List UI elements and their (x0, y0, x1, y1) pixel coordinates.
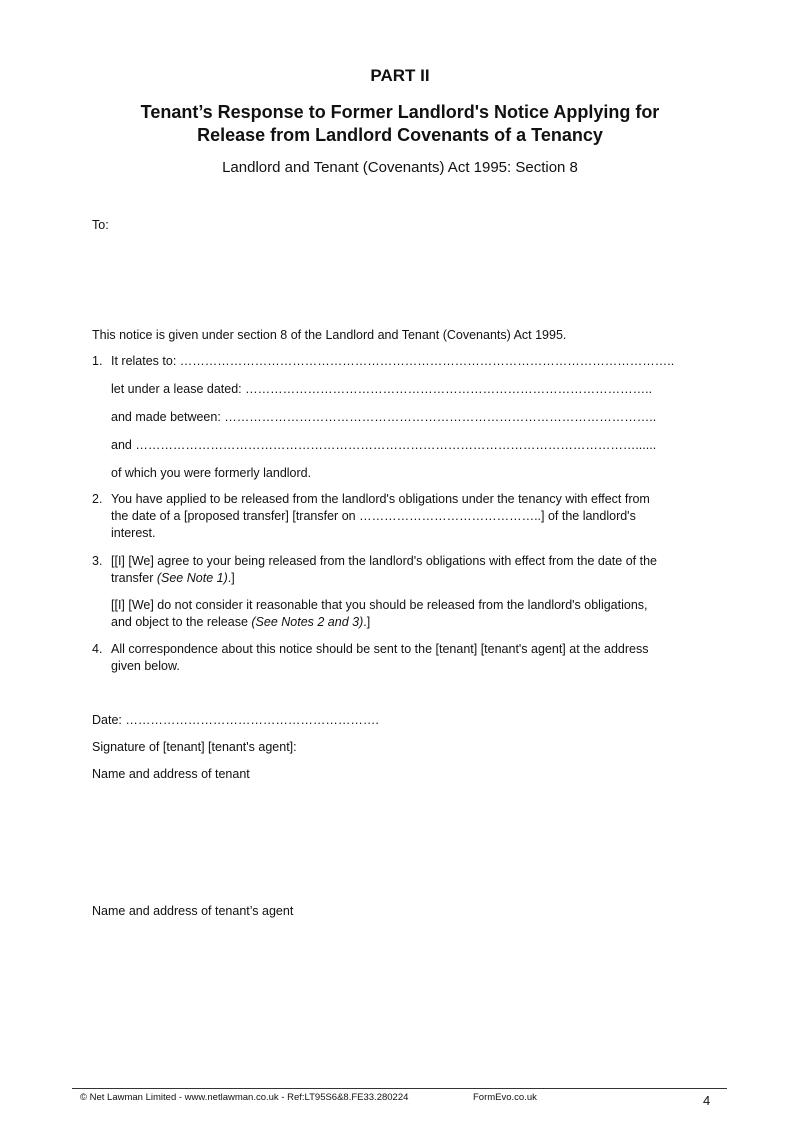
footer-rule (72, 1088, 727, 1089)
item-3-object-end: .] (363, 615, 371, 629)
item-4-number: 4. (92, 642, 103, 656)
item-1-number: 1. (92, 354, 103, 368)
item-2-line-2: the date of a [proposed transfer] [transfer on ……………………………………..] of the landlord's (111, 509, 636, 523)
page-number: 4 (703, 1093, 711, 1108)
signature-label: Signature of [tenant] [tenant's agent]: (92, 740, 297, 754)
item-3-object-line-1: [[I] [We] do not consider it reasonable that you should be released from the landlord's obligations, (111, 598, 648, 612)
item-2-line-1: You have applied to be released from the landlord's obligations under the tenancy with effect from (111, 492, 650, 506)
part-heading: PART II (370, 66, 430, 85)
item-4-line-1: All correspondence about this notice should be sent to the [tenant] [tenant's agent] at the address (111, 642, 649, 656)
item-3-agree-line-2 (111, 569, 235, 587)
item-1-relates-to: It relates to: ……………………………………………………………………………………………………….. (111, 354, 675, 368)
item-3-notes-ref: (See Notes 2 and 3) (251, 615, 364, 629)
item-3-agree-end: .] (227, 571, 235, 585)
to-label: To: (92, 218, 109, 232)
item-1-and: and …………………………………………………………………………………………………………...... (111, 438, 657, 452)
item-3-note-ref: (See Note 1) (156, 571, 228, 585)
item-3-number: 3. (92, 554, 103, 568)
date-line: Date: ……………………………………………………. (92, 713, 379, 727)
title-line-1: Tenant’s Response to Former Landlord's Notice Applying for (140, 102, 660, 122)
tenant-address-label: Name and address of tenant (92, 767, 250, 781)
intro-text: This notice is given under section 8 of the Landlord and Tenant (Covenants) Act 1995. (92, 328, 567, 342)
footer-copyright: © Net Lawman Limited - www.netlawman.co.uk - Ref:LT95S6&8.FE33.280224 (80, 1092, 409, 1103)
item-3-object-line-2 (111, 613, 370, 631)
subtitle: Landlord and Tenant (Covenants) Act 1995: Section 8 (222, 159, 578, 176)
item-2-number: 2. (92, 492, 103, 506)
title-line-2: Release from Landlord Covenants of a Tenancy (197, 125, 603, 145)
item-3-agree-line-1: [[I] [We] agree to your being released from the landlord's obligations with effect from the date of the (111, 554, 657, 568)
agent-address-label: Name and address of tenant’s agent (92, 904, 294, 918)
item-4-line-2: given below. (111, 659, 180, 673)
footer-site: FormEvo.co.uk (473, 1092, 537, 1103)
item-3-object-text: and object to the release (111, 615, 252, 629)
item-1-formerly-landlord: of which you were formerly landlord. (111, 466, 312, 480)
item-3-agree-text: transfer (111, 571, 157, 585)
item-1-lease-dated: let under a lease dated: …………………………………………………………………………………….. (111, 382, 653, 396)
item-1-made-between: and made between: ………………………………………………………………………………………….. (111, 410, 657, 424)
item-2-line-3: interest. (111, 526, 156, 540)
